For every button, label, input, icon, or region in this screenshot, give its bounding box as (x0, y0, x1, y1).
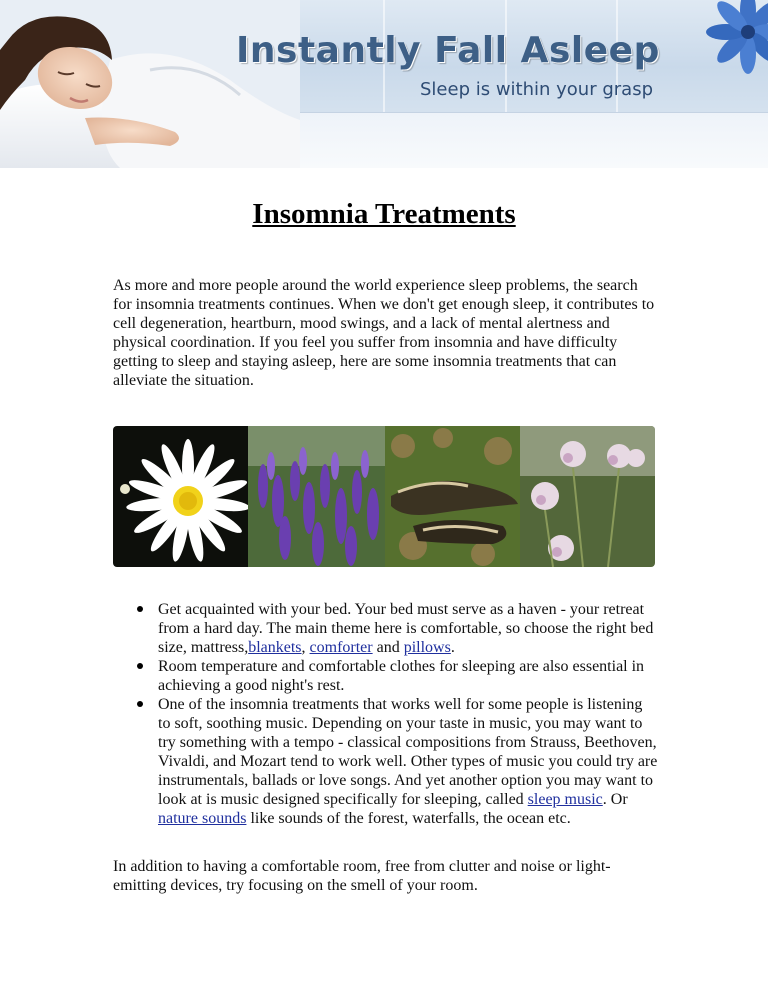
bullet-text-music-end: like sounds of the forest, waterfalls, the ocean etc. (246, 810, 571, 827)
bullet-text-music: One of the insomnia treatments that works well for some people is listening to soft, soothing music. Depending on your taste in music, you may want to try something with a tempo - classical compositions from Strauss, Beethoven, Vivaldi, and Mozart tend to work well. Other types of music you could try are instrumentals, ballads or love songs. And yet another option you may want to look at is music designed specifically for sleeping, called (158, 696, 658, 808)
treatments-list (158, 600, 658, 828)
separator: , (301, 639, 310, 656)
closing-paragraph: In addition to having a comfortable room, free from clutter and noise or light-emitting devices, try focusing on the smell of your room. (113, 858, 611, 894)
list-item (158, 600, 658, 657)
banner-title: Instantly Fall Asleep (236, 30, 660, 71)
list-item (158, 695, 658, 828)
list-item (158, 657, 658, 695)
link-comforter[interactable]: comforter (309, 639, 373, 656)
herbs-image (113, 426, 655, 567)
separator: . Or (602, 791, 628, 808)
banner-tagline: Sleep is within your grasp (420, 79, 653, 100)
page-title: Insomnia Treatments (252, 198, 516, 230)
link-sleep-music[interactable]: sleep music (527, 791, 603, 808)
link-blankets[interactable]: blankets (248, 639, 302, 656)
bullet-icon (137, 606, 143, 612)
bullet-text-bed: Get acquainted with your bed. Your bed must serve as a haven - your retreat from a hard day. The main theme here is comfortable, so choose the right bed size, mattress, (158, 601, 654, 656)
sleeping-woman-image (0, 0, 300, 168)
link-nature-sounds[interactable]: nature sounds (158, 810, 247, 827)
blue-flower-decoration (706, 0, 768, 80)
bullet-icon (137, 701, 143, 707)
header-banner (0, 0, 768, 168)
bullet-text-room-temperature: Room temperature and comfortable clothes for sleeping are also essential in achieving a good night's rest. (158, 658, 645, 694)
intro-paragraph: As more and more people around the world experience sleep problems, the search for insomnia treatments continues. When we don't get enough sleep, it contributes to cell degeneration, heartburn, mood swings, and a lack of mental alertness and physical coordination. If you feel you suffer from insomnia and have difficulty getting to sleep and staying asleep, here are some insomnia treatments that can alleviate the situation. (113, 277, 655, 389)
separator: . (450, 639, 455, 656)
separator: and (372, 639, 404, 656)
bullet-icon (137, 663, 143, 669)
link-pillows[interactable]: pillows (403, 639, 451, 656)
